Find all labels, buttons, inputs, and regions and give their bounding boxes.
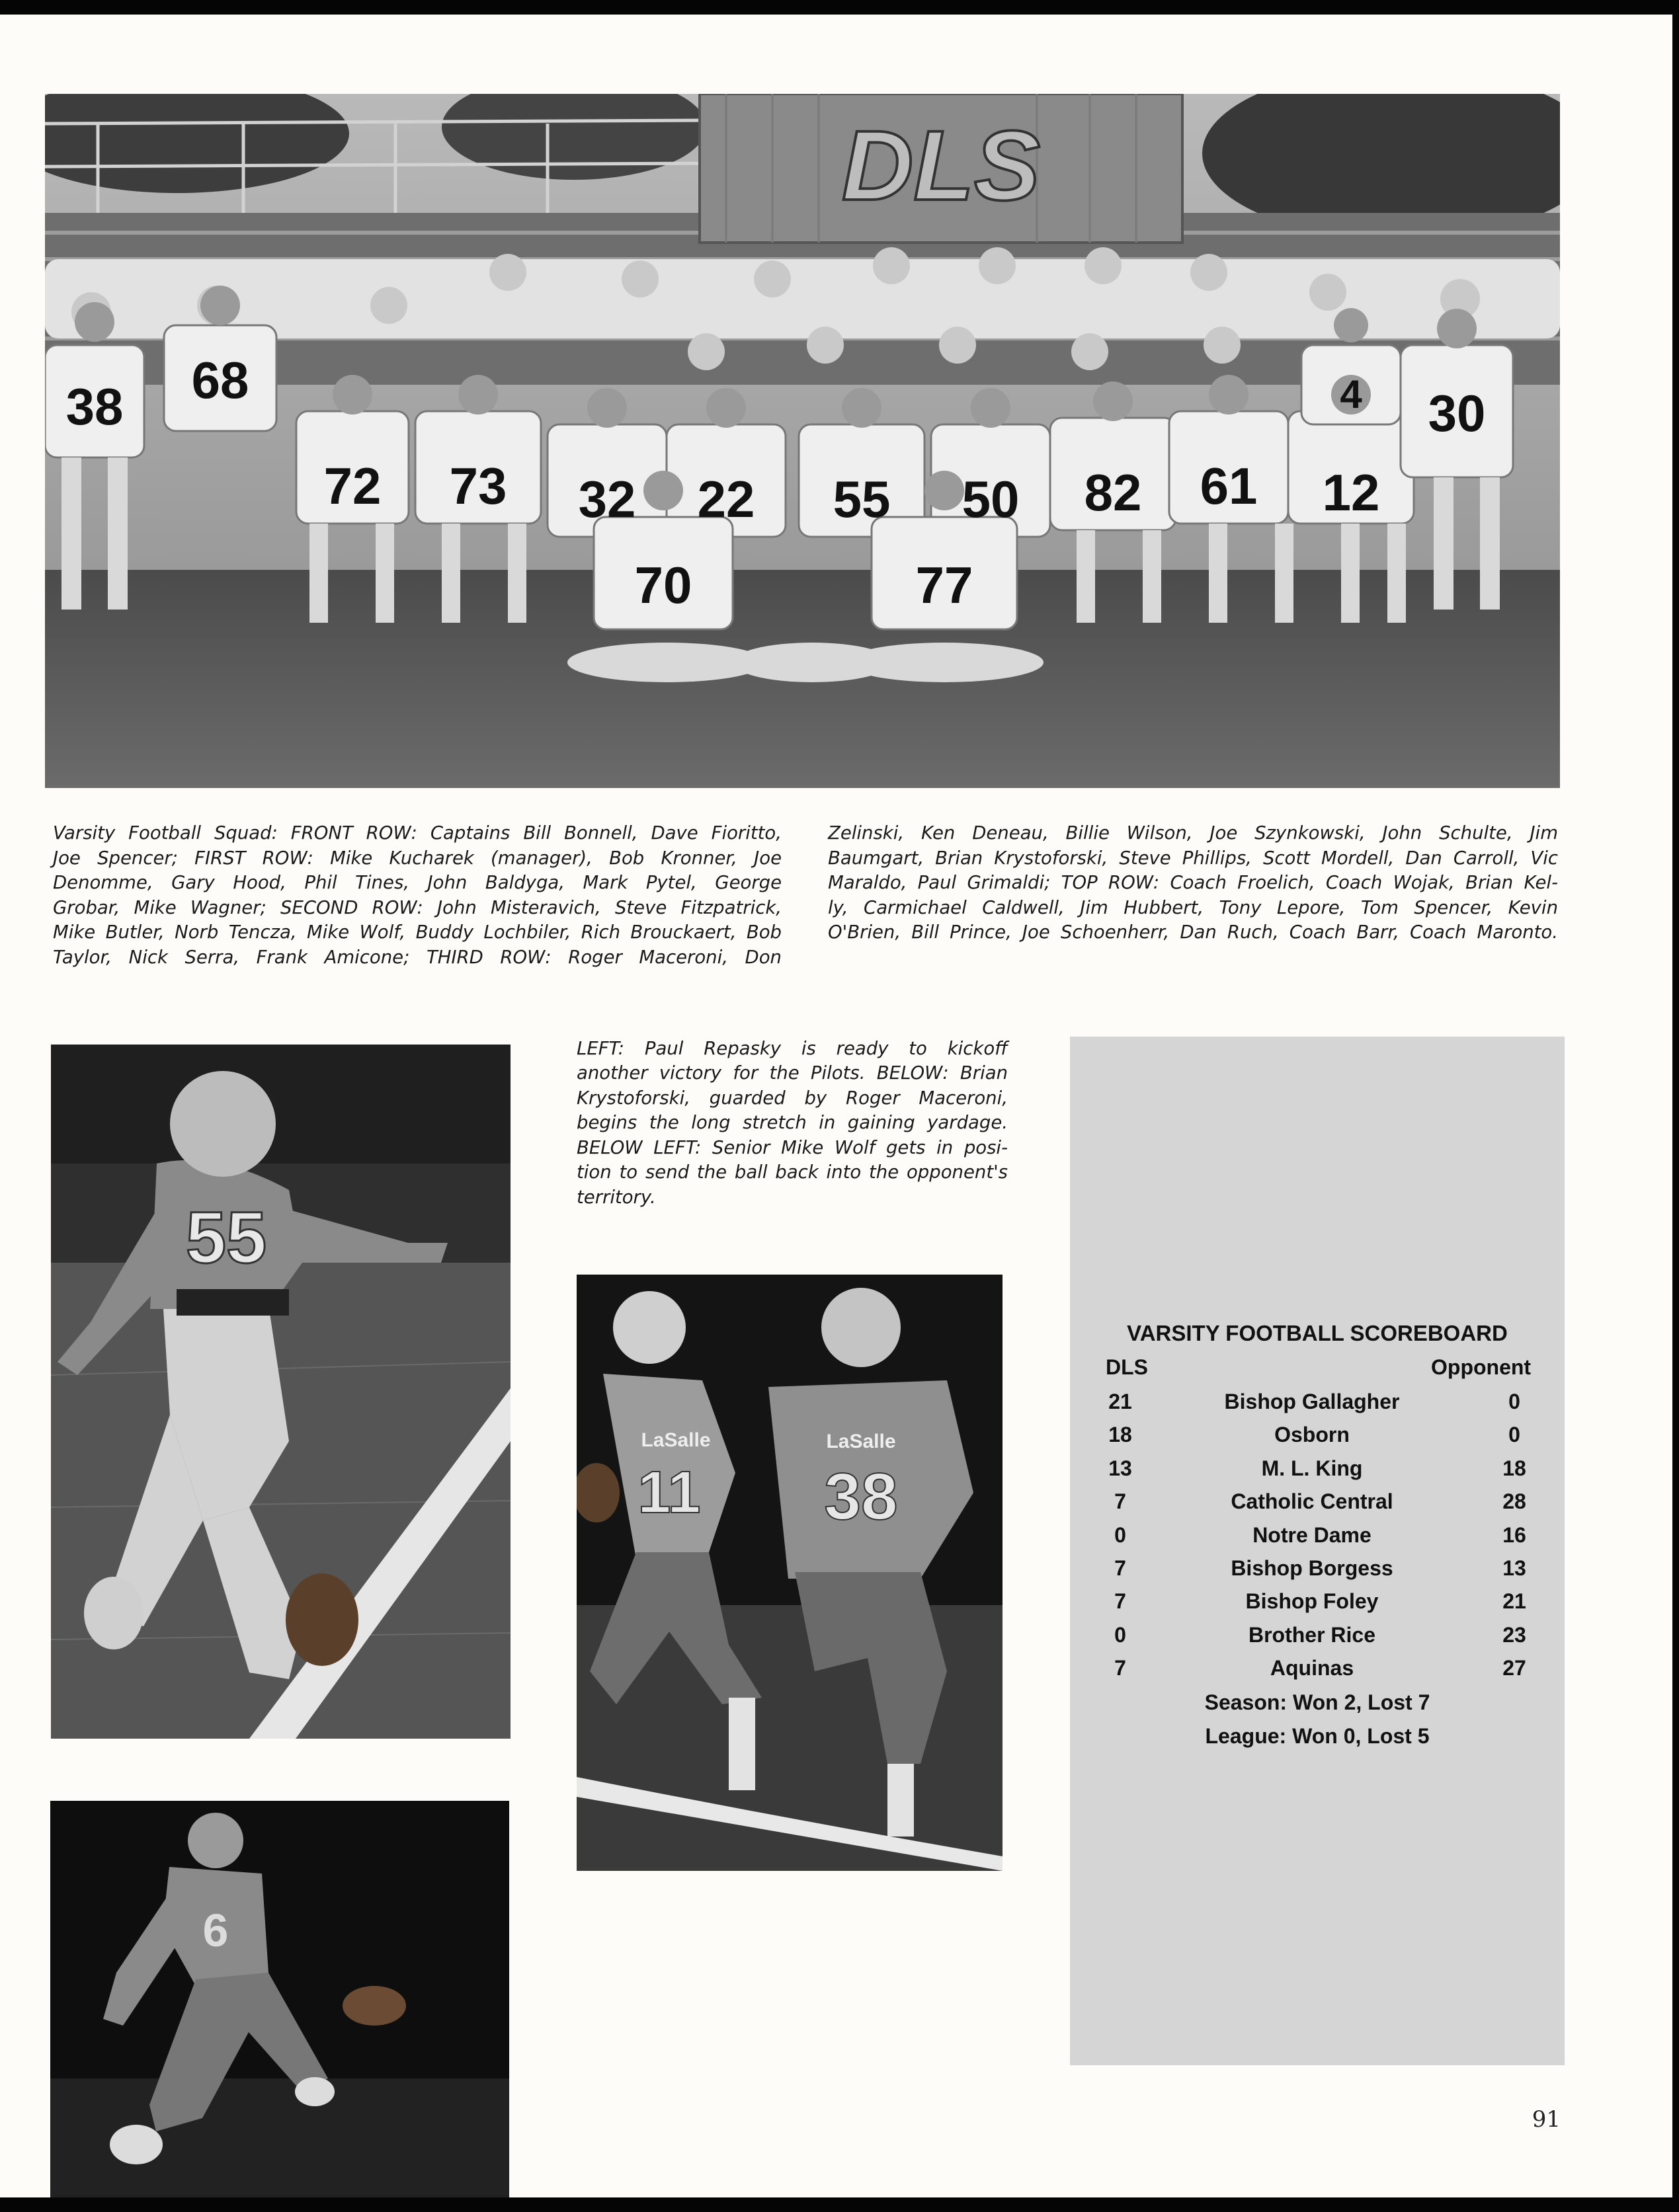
dls-score: 0 bbox=[1114, 1622, 1126, 1647]
caption-line: BELOW LEFT: Senior Mike Wolf gets in posi- bbox=[577, 1137, 1008, 1158]
jersey-number: 70 bbox=[634, 556, 692, 614]
opponent-name: Bishop Borgess bbox=[1231, 1556, 1393, 1580]
column-header-dls: DLS bbox=[1106, 1355, 1148, 1379]
opponent-score: 23 bbox=[1502, 1622, 1526, 1647]
jersey-number: 61 bbox=[1200, 457, 1258, 515]
jersey-text: LaSalle bbox=[641, 1429, 711, 1451]
scoreboard-title: VARSITY FOOTBALL SCOREBOARD bbox=[1127, 1321, 1508, 1345]
jersey-number: 4 bbox=[1340, 372, 1362, 416]
dls-score: 7 bbox=[1114, 1556, 1126, 1580]
caption-line: Joe Spencer; FIRST ROW: Mike Kucharek (manager), Bob Kronner, Joe bbox=[53, 848, 782, 869]
dls-score: 7 bbox=[1114, 1656, 1126, 1680]
caption-line: tion to send the ball back into the opponent's bbox=[577, 1162, 1008, 1183]
game-row bbox=[1098, 1589, 1547, 1622]
opponent-score: 0 bbox=[1508, 1423, 1520, 1447]
opponent-name: Catholic Central bbox=[1231, 1489, 1393, 1514]
season-record: Season: Won 2, Lost 7 bbox=[1204, 1690, 1430, 1714]
caption-line: Varsity Football Squad: FRONT ROW: Captains Bill Bonnell, Dave Fioritto, bbox=[53, 822, 782, 844]
jersey-number: 32 bbox=[578, 470, 636, 528]
jersey-number: 22 bbox=[697, 470, 755, 528]
jersey-number: 82 bbox=[1084, 463, 1142, 522]
caption-line: Denomme, Gary Hood, Phil Tines, John Baldyga, Mark Pytel, George bbox=[53, 872, 782, 893]
jersey-number: 38 bbox=[824, 1460, 898, 1534]
game-row bbox=[1098, 1423, 1547, 1456]
caption-line: territory. bbox=[577, 1187, 656, 1208]
opponent-score: 21 bbox=[1502, 1589, 1526, 1614]
caption-line: Taylor, Nick Serra, Frank Amicone; THIRD ROW: Roger Maceroni, Don bbox=[53, 947, 782, 968]
jersey-number: 30 bbox=[1428, 384, 1486, 442]
jersey-number: 6 bbox=[202, 1905, 229, 1956]
opponent-score: 27 bbox=[1502, 1656, 1526, 1680]
jersey-number: 50 bbox=[962, 470, 1020, 528]
opponent-score: 13 bbox=[1502, 1556, 1526, 1580]
dls-score: 7 bbox=[1114, 1489, 1126, 1514]
column-header-opponent: Opponent bbox=[1431, 1355, 1532, 1379]
dls-score: 13 bbox=[1108, 1456, 1132, 1480]
scoreboard-logo: DLS bbox=[842, 110, 1040, 221]
caption-line: Krystoforski, guarded by Roger Maceroni, bbox=[577, 1087, 1008, 1109]
opponent-name: Notre Dame bbox=[1252, 1522, 1372, 1547]
caption-line: another victory for the Pilots. BELOW: Brian bbox=[577, 1062, 1008, 1084]
league-record: League: Won 0, Lost 5 bbox=[1205, 1724, 1430, 1748]
jersey-number: 73 bbox=[449, 457, 507, 515]
jersey-number: 77 bbox=[915, 556, 973, 614]
caption-line: LEFT: Paul Repasky is ready to kickoff bbox=[577, 1038, 1008, 1059]
game-row bbox=[1098, 1523, 1547, 1556]
jersey-number: 38 bbox=[65, 377, 124, 436]
game-row bbox=[1098, 1656, 1547, 1689]
jersey-number: 72 bbox=[323, 457, 382, 515]
caption-line: Grobar, Mike Wagner; SECOND ROW: John Misteravich, Steve Fitzpatrick, bbox=[53, 897, 782, 918]
game-row bbox=[1098, 1456, 1547, 1489]
page-border-bottom bbox=[0, 2197, 1679, 2212]
page-number: 91 bbox=[1532, 2106, 1561, 2133]
page-border-top bbox=[0, 0, 1679, 15]
team-photo bbox=[45, 94, 1560, 788]
jersey-number: 55 bbox=[185, 1197, 267, 1279]
opponent-score: 28 bbox=[1502, 1489, 1526, 1514]
jersey-number: 12 bbox=[1322, 463, 1380, 522]
opponent-name: Bishop Gallagher bbox=[1224, 1390, 1400, 1413]
runners-photo bbox=[577, 1275, 1003, 1871]
game-row bbox=[1098, 1489, 1547, 1522]
dls-score: 0 bbox=[1114, 1522, 1126, 1547]
game-row bbox=[1098, 1623, 1547, 1656]
opponent-name: Aquinas bbox=[1270, 1656, 1354, 1680]
caption-line: ly, Carmichael Caldwell, Jim Hubbert, Tony Lepore, Tom Spencer, Kevin bbox=[828, 897, 1558, 918]
caption-line: Mike Butler, Norb Tencza, Mike Wolf, Buddy Lochbiler, Rich Brouckaert, Bob bbox=[53, 922, 782, 943]
punter-photo bbox=[50, 1801, 509, 2197]
caption-line: Zelinski, Ken Deneau, Billie Wilson, Joe Szynkowski, John Schulte, Jim bbox=[828, 822, 1558, 844]
caption-line: Maraldo, Paul Grimaldi; TOP ROW: Coach Froelich, Coach Wojak, Brian Kel- bbox=[828, 872, 1558, 893]
opponent-score: 0 bbox=[1508, 1390, 1520, 1413]
opponent-score: 16 bbox=[1502, 1522, 1526, 1547]
dls-score: 18 bbox=[1108, 1423, 1132, 1447]
game-row bbox=[1098, 1390, 1547, 1423]
opponent-name: Osborn bbox=[1274, 1423, 1350, 1447]
opponent-name: Bishop Foley bbox=[1245, 1589, 1379, 1614]
opponent-name: M. L. King bbox=[1261, 1456, 1363, 1480]
opponent-score: 18 bbox=[1502, 1456, 1526, 1480]
caption-line: O'Brien, Bill Prince, Joe Schoenherr, Dan Ruch, Coach Barr, Coach Maronto. bbox=[828, 922, 1558, 943]
jersey-number: 55 bbox=[833, 470, 891, 528]
opponent-name: Brother Rice bbox=[1248, 1622, 1376, 1647]
jersey-text: LaSalle bbox=[826, 1431, 896, 1452]
jersey-number: 68 bbox=[191, 351, 249, 409]
caption-line: begins the long stretch in gaining yardage. bbox=[577, 1112, 1008, 1133]
jersey-number: 11 bbox=[637, 1460, 701, 1526]
dls-score: 7 bbox=[1114, 1589, 1126, 1614]
caption-line: Baumgart, Brian Krystoforski, Steve Phillips, Scott Mordell, Dan Carroll, Vic bbox=[828, 848, 1558, 869]
kicker-photo bbox=[51, 1045, 511, 1739]
page-border-right bbox=[1672, 0, 1679, 2212]
dls-score: 21 bbox=[1108, 1390, 1132, 1413]
game-row bbox=[1098, 1556, 1547, 1589]
